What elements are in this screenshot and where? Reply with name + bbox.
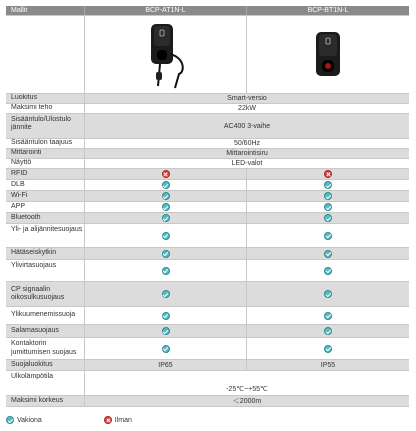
feature-row: [6, 282, 409, 307]
row-label: Ylivirtasuojaus: [11, 262, 57, 269]
spec-row: [6, 149, 409, 159]
feature-row: [6, 191, 409, 202]
row-label: Hätäseiskytkin: [11, 249, 57, 257]
legend: [6, 416, 194, 424]
row-value: Mittarointisiru: [84, 149, 409, 158]
feature-row: [6, 169, 409, 180]
check-icon: [162, 327, 170, 335]
check-icon: [162, 345, 170, 353]
check-icon: [162, 312, 170, 320]
protection-value-b: IP55: [246, 360, 409, 370]
row-value: ＜2000m: [84, 396, 409, 406]
not-included-icon: [104, 416, 112, 424]
row-value: -25℃~+55℃: [84, 371, 409, 395]
row-label: Ylikuumenemissuoja: [11, 311, 76, 319]
check-icon: [324, 312, 332, 320]
legend-no-label: Ilman: [114, 416, 132, 424]
feature-row: [6, 202, 409, 213]
check-icon: [324, 250, 332, 258]
check-icon: [324, 192, 332, 200]
row-label: CP signaalin oikosulkusuojaus: [11, 285, 65, 301]
row-label: Salamasuojaus: [11, 326, 59, 334]
spec-row: [6, 104, 409, 114]
row-label: Ulkolämpötila: [11, 373, 54, 380]
feature-row: [6, 248, 409, 260]
row-label: RFID: [11, 169, 28, 177]
row-label: DLB: [11, 180, 25, 188]
check-icon: [162, 214, 170, 222]
row-label: Näyttö: [11, 159, 32, 167]
spec-row: [6, 371, 409, 396]
check-icon: [162, 232, 170, 240]
wall-charger-without-cable-icon: [308, 24, 348, 86]
spec-row: [6, 94, 409, 104]
check-icon: [162, 267, 170, 275]
row-label: Luokitus: [11, 94, 38, 102]
row-label: Sisääntulo/Ulostulo jännite: [11, 116, 71, 132]
row-label: Bluetooth: [11, 213, 41, 221]
header-model-a: BCP-AT1N-L: [84, 6, 246, 15]
spec-row: [6, 360, 409, 371]
row-value: Smart-versio: [84, 94, 409, 103]
row-label: Maksimi korkeus: [11, 396, 64, 404]
check-icon: [162, 203, 170, 211]
check-icon: [162, 192, 170, 200]
product-image-a: [84, 16, 246, 93]
protection-value-a: IP65: [84, 360, 246, 370]
spec-row: [6, 396, 409, 407]
header-label: Mallit: [11, 7, 28, 14]
check-icon: [162, 250, 170, 258]
wall-charger-with-cable-icon: [141, 20, 191, 90]
legend-item-yes: [6, 416, 42, 424]
row-value: AC400 3-vaihe: [84, 114, 409, 138]
image-row: [6, 16, 409, 94]
row-label: Suojaluokitus: [11, 360, 53, 368]
row-label: APP: [11, 202, 26, 210]
row-label: Mittarointi: [11, 149, 42, 157]
feature-row: [6, 338, 409, 360]
feature-row: [6, 213, 409, 224]
feature-row: [6, 325, 409, 338]
spec-row: [6, 114, 409, 139]
row-value: 22kW: [84, 104, 409, 113]
row-label: Kontaktorin jumittumisen suojaus: [11, 340, 77, 356]
check-icon: [324, 181, 332, 189]
check-icon: [324, 345, 332, 353]
check-icon: [324, 267, 332, 275]
check-icon: [324, 232, 332, 240]
row-label: Sisääntulon taajuus: [11, 139, 73, 147]
row-value: 50/60Hz: [84, 139, 409, 148]
spec-row: [6, 139, 409, 149]
spec-table: [6, 6, 409, 407]
check-icon: [324, 203, 332, 211]
check-icon: [6, 416, 14, 424]
product-image-b: [246, 16, 409, 93]
not-included-icon: [162, 170, 170, 178]
row-label: Yli- ja alijännitesuojaus: [11, 226, 83, 233]
row-label: Wi-Fi: [11, 191, 28, 199]
legend-item-no: [104, 416, 132, 424]
feature-row: [6, 180, 409, 191]
feature-row: [6, 260, 409, 282]
feature-row: [6, 224, 409, 248]
check-icon: [162, 181, 170, 189]
table-header-row: [6, 6, 409, 16]
row-label: Maksimi teho: [11, 104, 53, 112]
header-model-b: BCP-BT1N-L: [246, 6, 409, 15]
not-included-icon: [324, 170, 332, 178]
check-icon: [162, 290, 170, 298]
feature-row: [6, 307, 409, 325]
check-icon: [324, 214, 332, 222]
check-icon: [324, 327, 332, 335]
check-icon: [324, 290, 332, 298]
spec-row: [6, 159, 409, 169]
legend-yes-label: Vakiona: [17, 416, 42, 424]
row-value: LED-valot: [84, 159, 409, 168]
